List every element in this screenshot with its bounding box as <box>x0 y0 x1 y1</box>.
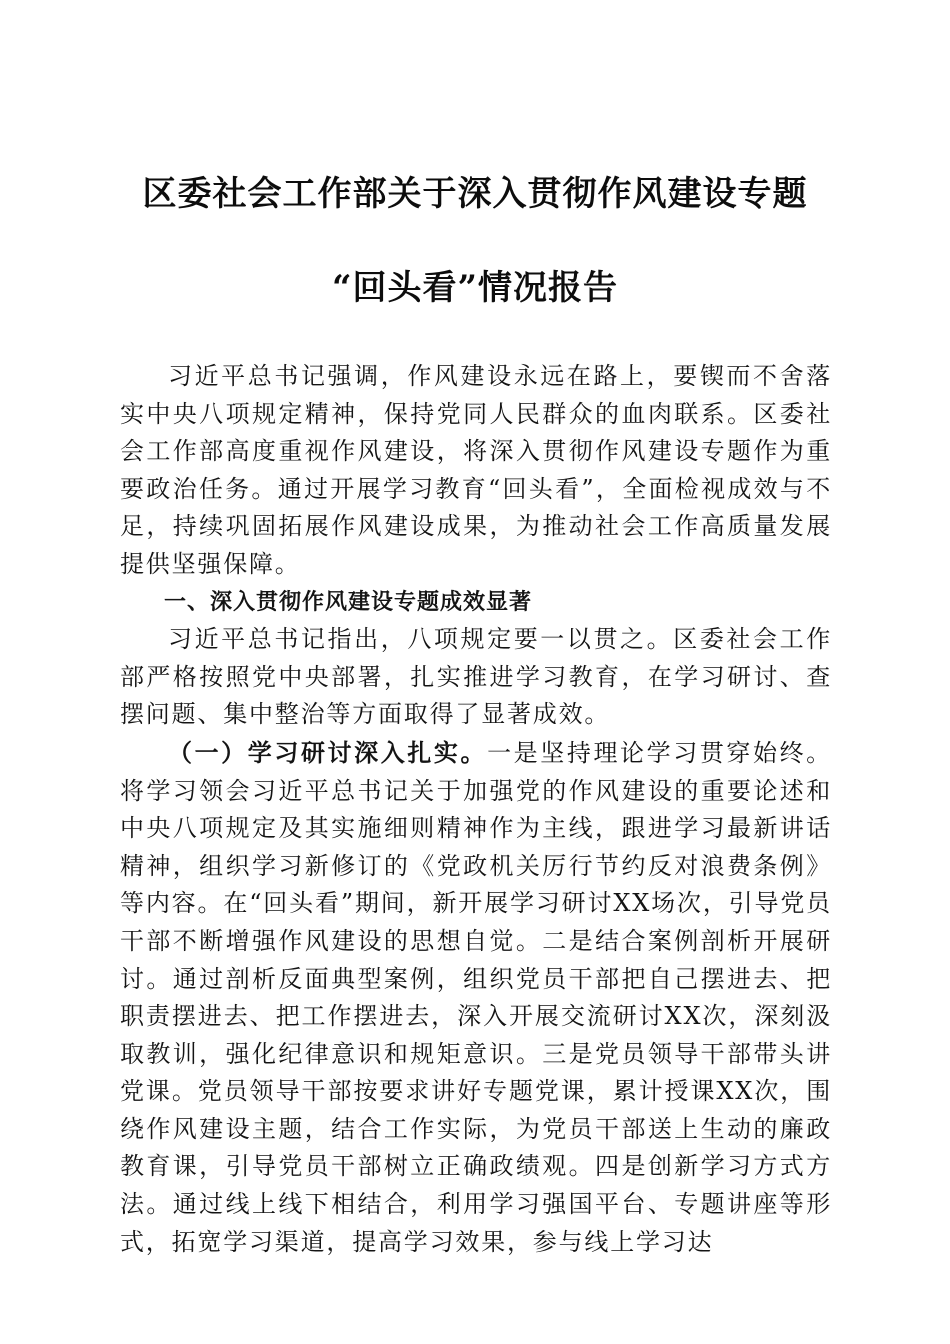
document-title-line-2: “回头看”情况报告 <box>331 268 619 308</box>
intro-paragraph: 习近平总书记强调，作风建设永远在路上，要锲而不舍落实中央八项规定精神，保持党同人民群众的血肉联系。区委社会工作部高度重视作风建设，将深入贯彻作风建设专题作为重要政治任务。通过开展学习教育“回头看”，全面检视成效与不足，持续巩固拓展作风建设成果，为推动社会工作高质量发展提供坚强保障。 <box>120 362 832 578</box>
document-body <box>120 358 832 1261</box>
subsection-1-paragraph <box>120 734 832 1261</box>
subsection-1-heading: （一）学习研讨深入扎实。 <box>168 737 488 767</box>
section-1-intro-paragraph: 习近平总书记指出，八项规定要一以贯之。区委社会工作部严格按照党中央部署，扎实推进学习教育，在学习研讨、查摆问题、集中整治等方面取得了显著成效。 <box>120 625 832 729</box>
section-1-heading: 一、深入贯彻作风建设专题成效显著 <box>164 589 533 615</box>
document-title-line-1: 区委社会工作部关于深入贯彻作风建设专题 <box>142 174 808 214</box>
subsection-1-body: 一是坚持理论学习贯穿始终。将学习领会习近平总书记关于加强党的作风建设的重要论述和中央八项规定及其实施细则精神作为主线，跟进学习最新讲话精神，组织学习新修订的《党政机关厉行节约反对浪费条例》等内容。在“回头看”期间，新开展学习研讨XX场次，引导党员干部不断增强作风建设的思想自觉。二是结合案例剖析开展研讨。通过剖析反面典型案例，组织党员干部把自己摆进去、把职责摆进去、把工作摆进去，深入开展交流研讨XX次，深刻汲取教训，强化纪律意识和规矩意识。三是党员领导干部带头讲党课。党员领导干部按要求讲好专题党课，累计授课XX次，围绕作风建设主题，结合工作实际，为党员干部送上生动的廉政教育课，引导党员干部树立正确政绩观。四是创新学习方式方法。通过线上线下相结合，利用学习强国平台、专题讲座等形式，拓宽学习渠道，提高学习效果，参与线上学习达 <box>120 738 832 1256</box>
